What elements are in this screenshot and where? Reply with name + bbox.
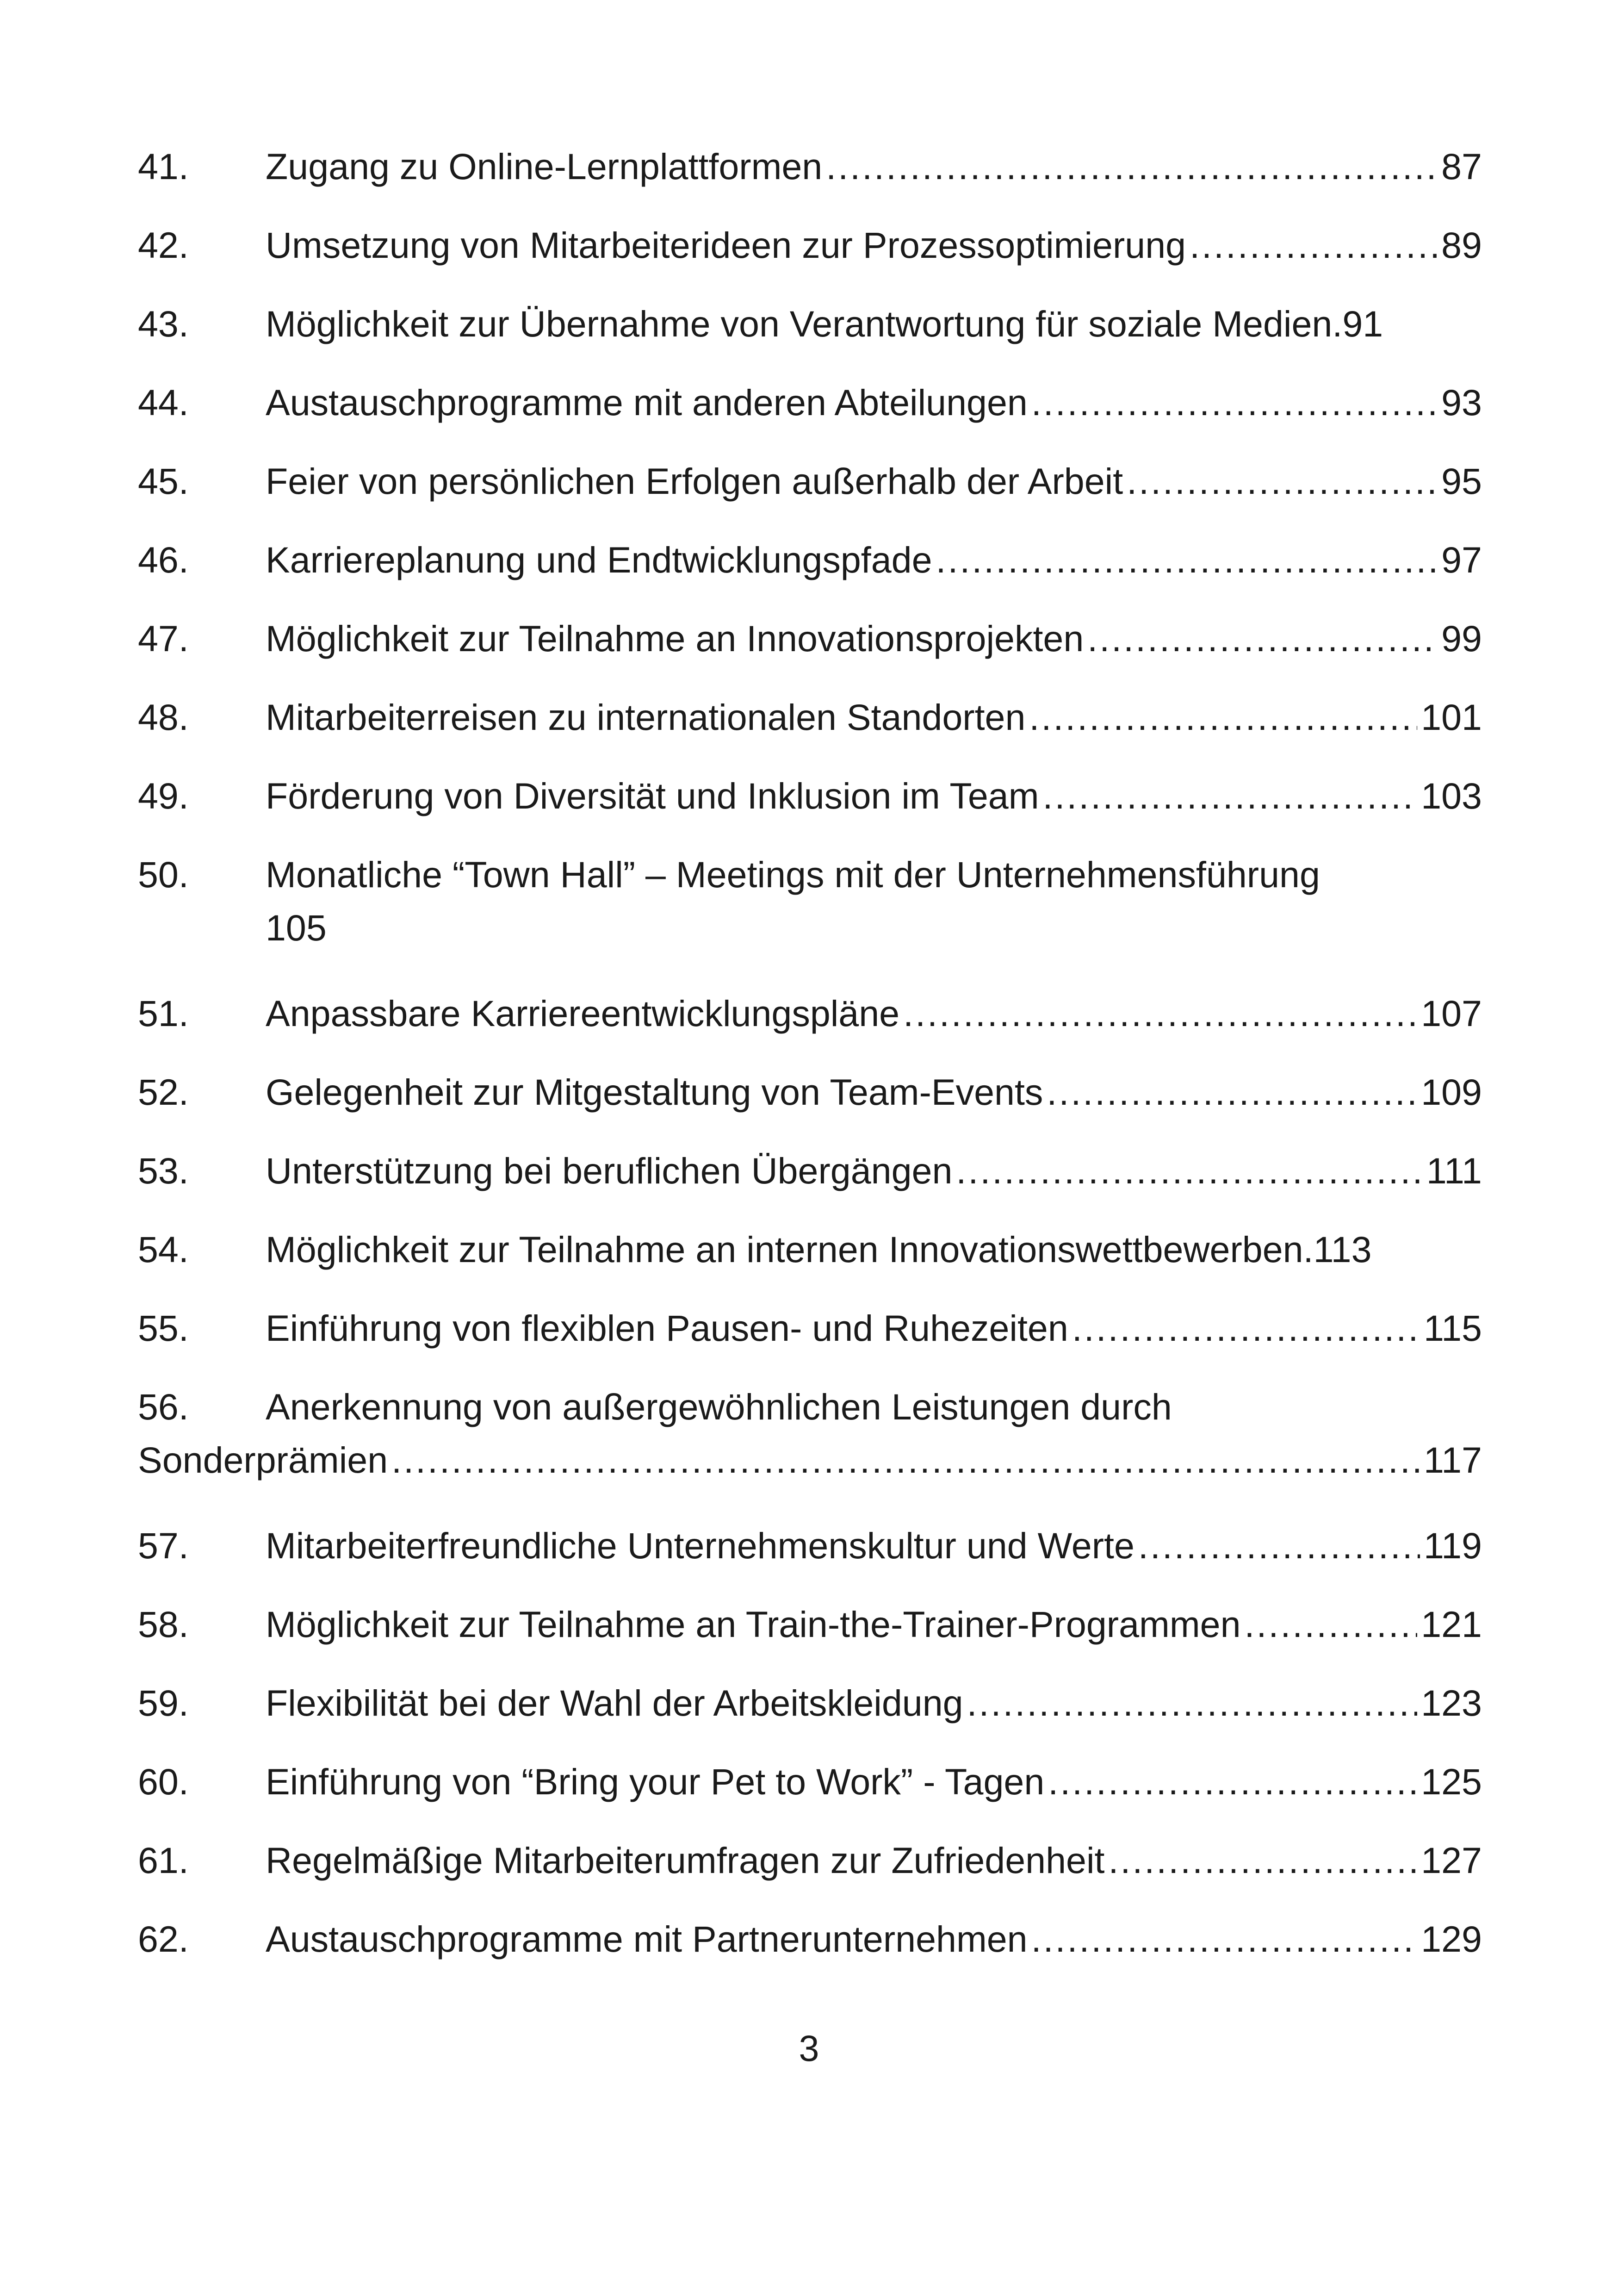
toc-entry-number: 43. xyxy=(138,303,189,344)
toc-entry-53[interactable] xyxy=(138,1141,1482,1220)
toc-entry-number: 54. xyxy=(138,1229,189,1270)
toc-entry-title: Mitarbeiterreisen zu internationalen Standorten xyxy=(266,697,1026,738)
leader-dots xyxy=(1138,1516,1420,1576)
toc-entry-number: 47. xyxy=(138,618,189,659)
toc-entry-61[interactable] xyxy=(138,1830,1482,1909)
toc-entry-page: 123 xyxy=(1421,1682,1482,1724)
toc-entry-52[interactable] xyxy=(138,1062,1482,1141)
toc-entry-page: 93 xyxy=(1441,382,1482,423)
toc-entry-title: Austauschprogramme mit Partnerunternehmen xyxy=(266,1918,1028,1960)
toc-entry-title: Unterstützung bei beruflichen Übergängen xyxy=(266,1150,953,1191)
leader-dots xyxy=(956,1141,1422,1201)
page-number: 3 xyxy=(799,2028,819,2069)
toc-entry-page: 99 xyxy=(1441,618,1482,659)
leader-dots xyxy=(1031,373,1438,433)
leader-dots xyxy=(391,1437,1420,1483)
toc-entry-number: 49. xyxy=(138,775,189,816)
toc-entry-number: 60. xyxy=(138,1761,189,1802)
toc-entry-page: 121 xyxy=(1421,1604,1482,1645)
toc-entry-title: Mitarbeiterfreundliche Unternehmenskultur und Werte xyxy=(266,1525,1134,1566)
toc-entry-47[interactable] xyxy=(138,609,1482,687)
toc-entry-title: Möglichkeit zur Übernahme von Verantwortung für soziale Medien xyxy=(266,303,1333,344)
toc-entry-title: Regelmäßige Mitarbeiterumfragen zur Zufriedenheit xyxy=(266,1840,1105,1881)
toc-entry-page: 119 xyxy=(1424,1525,1482,1566)
toc-entry-42[interactable] xyxy=(138,215,1482,294)
toc-entry-title-continued: Sonderprämien xyxy=(138,1439,388,1481)
toc-entry-57[interactable] xyxy=(138,1516,1482,1594)
toc-entry-page: 125 xyxy=(1421,1761,1482,1802)
toc-entry-page: 117 xyxy=(1424,1439,1482,1481)
toc-entry-number: 42. xyxy=(138,224,189,266)
toc-entry-number: 41. xyxy=(138,146,189,187)
toc-entry-number: 50. xyxy=(138,854,189,895)
toc-entry-number: 52. xyxy=(138,1071,189,1113)
toc-entry-number: 55. xyxy=(138,1307,189,1349)
leader-dots xyxy=(826,137,1438,197)
toc-entry-46[interactable] xyxy=(138,530,1482,609)
toc-entry-title: Monatliche “Town Hall” – Meetings mit der Unternehmensführung xyxy=(266,854,1320,895)
toc-entry-title: Zugang zu Online-Lernplattformen xyxy=(266,146,823,187)
leader-dots xyxy=(1108,1830,1417,1891)
toc-entry-title: Einführung von flexiblen Pausen- und Ruhezeiten xyxy=(266,1307,1068,1349)
leader-dots xyxy=(967,1673,1418,1733)
toc-entry-62[interactable] xyxy=(138,1909,1482,1988)
toc-entry-number: 57. xyxy=(138,1525,189,1566)
toc-entry-line xyxy=(138,1437,1482,1516)
toc-entry-page: 107 xyxy=(1421,993,1482,1034)
toc-entry-number: 45. xyxy=(138,460,189,502)
toc-entry-title: Karriereplanung und Endtwicklungspfade xyxy=(266,539,932,580)
toc-entry-51[interactable] xyxy=(138,983,1482,1062)
toc-entry-number: 56. xyxy=(138,1386,189,1427)
toc-entry-48[interactable] xyxy=(138,687,1482,766)
toc-entry-title: Anerkennung von außergewöhnlichen Leistungen durch xyxy=(266,1386,1172,1427)
toc-entry-56[interactable] xyxy=(138,1377,1482,1516)
toc-entry-60[interactable] xyxy=(138,1752,1482,1830)
leader-dots xyxy=(1332,294,1342,354)
toc-entry-title: Einführung von “Bring your Pet to Work” - Tagen xyxy=(266,1761,1045,1802)
toc-entry-page: 111 xyxy=(1426,1150,1482,1191)
toc-entry-title: Feier von persönlichen Erfolgen außerhalb der Arbeit xyxy=(266,460,1123,502)
toc-entry-number: 46. xyxy=(138,539,189,580)
toc-entry-title: Anpassbare Karriereentwicklungspläne xyxy=(266,993,900,1034)
toc-entry-number: 53. xyxy=(138,1150,189,1191)
toc-entry-page: 103 xyxy=(1421,775,1482,816)
toc-entry-54[interactable] xyxy=(138,1220,1482,1298)
toc-entry-title: Umsetzung von Mitarbeiterideen zur Prozessoptimierung xyxy=(266,224,1186,266)
toc-entry-number: 59. xyxy=(138,1682,189,1724)
toc-entry-title: Möglichkeit zur Teilnahme an Innovationsprojekten xyxy=(266,618,1084,659)
toc-entry-number: 51. xyxy=(138,993,189,1034)
leader-dots xyxy=(1048,1752,1417,1812)
toc-entry-number: 58. xyxy=(138,1604,189,1645)
toc-entry-title: Gelegenheit zur Mitgestaltung von Team-Events xyxy=(266,1071,1043,1113)
leader-dots xyxy=(1047,1062,1417,1122)
leader-dots xyxy=(903,983,1417,1044)
toc-entry-number: 62. xyxy=(138,1918,189,1960)
toc-entry-page: 95 xyxy=(1441,460,1482,502)
leader-dots xyxy=(1029,687,1417,747)
toc-entry-page: 109 xyxy=(1421,1071,1482,1113)
leader-dots xyxy=(1031,1909,1418,1969)
toc-entry-title: Flexibilität bei der Wahl der Arbeitskleidung xyxy=(266,1682,963,1724)
toc-entry-50[interactable] xyxy=(138,845,1482,983)
toc-entry-line xyxy=(138,905,1482,983)
toc-entry-page: 127 xyxy=(1421,1840,1482,1881)
toc-entry-45[interactable] xyxy=(138,451,1482,530)
leader-dots xyxy=(1087,609,1438,669)
toc-entry-number: 61. xyxy=(138,1840,189,1881)
leader-dots xyxy=(1127,451,1438,511)
toc-entry-title: Möglichkeit zur Teilnahme an Train-the-Trainer-Programmen xyxy=(266,1604,1241,1645)
toc-entry-41[interactable] xyxy=(138,137,1482,215)
toc-entry-page: 89 xyxy=(1441,224,1482,266)
toc-entry-page: 91 xyxy=(1342,303,1383,344)
toc-entry-title: Möglichkeit zur Teilnahme an internen Innovationswettbewerben xyxy=(266,1229,1303,1270)
toc-entry-58[interactable] xyxy=(138,1594,1482,1673)
toc-entry-page: 97 xyxy=(1441,539,1482,580)
toc-entry-title: Austauschprogramme mit anderen Abteilungen xyxy=(266,382,1028,423)
toc-entry-page: 115 xyxy=(1424,1307,1482,1349)
toc-entry-page: 105 xyxy=(266,907,327,948)
toc-entry-number: 48. xyxy=(138,697,189,738)
leader-dots xyxy=(1303,1220,1314,1280)
toc-entry-55[interactable] xyxy=(138,1298,1482,1377)
toc-entry-line xyxy=(138,1377,1482,1437)
toc-entry-49[interactable] xyxy=(138,766,1482,845)
leader-dots xyxy=(936,530,1438,590)
toc-entry-page: 101 xyxy=(1421,697,1482,738)
toc-entry-44[interactable] xyxy=(138,373,1482,451)
toc-entry-line xyxy=(138,845,1482,905)
toc-entry-number: 44. xyxy=(138,382,189,423)
leader-dots xyxy=(1072,1298,1420,1358)
table-of-contents xyxy=(138,137,1482,1988)
leader-dots xyxy=(1043,766,1418,826)
toc-entry-59[interactable] xyxy=(138,1673,1482,1752)
toc-entry-page: 129 xyxy=(1421,1918,1482,1960)
toc-entry-page: 113 xyxy=(1313,1229,1372,1270)
toc-entry-43[interactable] xyxy=(138,294,1482,373)
toc-entry-page: 87 xyxy=(1441,146,1482,187)
leader-dots xyxy=(1190,215,1438,275)
leader-dots xyxy=(1245,1594,1418,1655)
toc-entry-title: Förderung von Diversität und Inklusion im Team xyxy=(266,775,1039,816)
